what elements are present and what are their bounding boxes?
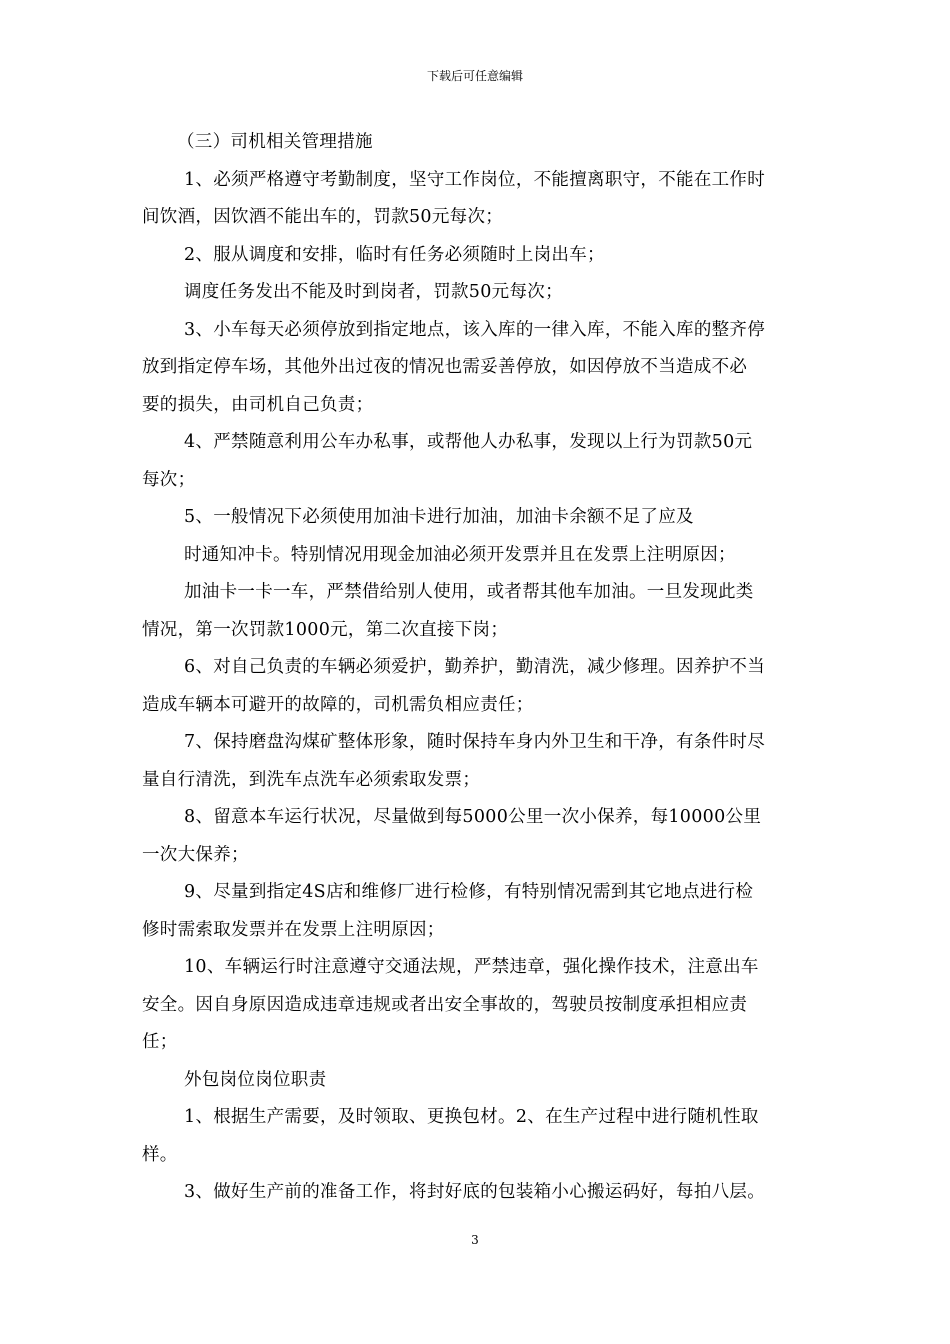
paragraph-line: 5、一般情况下必须使用加油卡进行加油，加油卡余额不足了应及 bbox=[184, 507, 694, 527]
paragraph-line: 间饮酒，因饮酒不能出车的，罚款50元每次； bbox=[142, 207, 504, 227]
paragraph-line: 3、做好生产前的准备工作，将封好底的包装箱小心搬运码好，每拍八层。 bbox=[184, 1182, 766, 1202]
paragraph-line: 8、留意本车运行状况，尽量做到每5000公里一次小保养，每10000公里 bbox=[184, 807, 762, 827]
paragraph-line: 要的损失，由司机自己负责； bbox=[142, 394, 374, 415]
paragraph-line: 每次； bbox=[142, 469, 196, 490]
paragraph-line: 造成车辆本可避开的故障的，司机需负相应责任； bbox=[142, 694, 534, 715]
paragraph-line: 7、保持磨盘沟煤矿整体形象，随时保持车身内外卫生和干净，有条件时尽 bbox=[184, 732, 766, 752]
paragraph-line: 9、尽量到指定4S店和维修厂进行检修，有特别情况需到其它地点进行检 bbox=[184, 882, 754, 902]
paragraph-line: 情况，第一次罚款1000元，第二次直接下岗； bbox=[142, 619, 509, 640]
page-number: 3 bbox=[471, 1233, 479, 1247]
paragraph-line: 6、对自己负责的车辆必须爱护，勤养护，勤清洗，减少修理。因养护不当 bbox=[184, 657, 766, 677]
paragraph-line: 10、车辆运行时注意遵守交通法规，严禁违章，强化操作技术，注意出车 bbox=[184, 957, 759, 977]
paragraph-line: 一次大保养； bbox=[142, 844, 249, 865]
document-body bbox=[142, 124, 812, 1212]
paragraph-line: 3、小车每天必须停放到指定地点，该入库的一律入库，不能入库的整齐停 bbox=[184, 319, 766, 340]
section-heading: （三）司机相关管理措施 bbox=[177, 132, 373, 152]
section-heading: 外包岗位岗位职责 bbox=[184, 1069, 327, 1090]
page-header: 下载后可任意编辑 bbox=[426, 69, 523, 83]
paragraph-line: 时通知冲卡。特别情况用现金加油必须开发票并且在发票上注明原因； bbox=[184, 544, 736, 565]
paragraph-line: 安全。因自身原因造成违章违规或者出安全事故的，驾驶员按制度承担相应责 bbox=[142, 994, 748, 1015]
paragraph-line: 2、服从调度和安排，临时有任务必须随时上岗出车； bbox=[184, 244, 605, 265]
paragraph-line: 加油卡一卡一车，严禁借给别人使用，或者帮其他车加油。一旦发现此类 bbox=[184, 582, 754, 602]
paragraph-line: 样。 bbox=[142, 1144, 178, 1165]
paragraph-line: 量自行清洗，到洗车点洗车必须索取发票； bbox=[142, 769, 481, 790]
paragraph-line: 调度任务发出不能及时到岗者，罚款50元每次； bbox=[184, 282, 563, 302]
paragraph-line: 1、必须严格遵守考勤制度，坚守工作岗位，不能擅离职守，不能在工作时 bbox=[184, 169, 766, 190]
paragraph-line: 放到指定停车场，其他外出过夜的情况也需妥善停放，如因停放不当造成不必 bbox=[142, 357, 748, 377]
paragraph-line: 1、根据生产需要，及时领取、更换包材。2、在生产过程中进行随机性取 bbox=[184, 1107, 759, 1127]
paragraph-line: 任； bbox=[142, 1032, 178, 1052]
paragraph-line: 修时需索取发票并在发票上注明原因； bbox=[142, 919, 445, 940]
paragraph-line: 4、严禁随意利用公车办私事，或帮他人办私事，发现以上行为罚款50元 bbox=[184, 432, 753, 452]
